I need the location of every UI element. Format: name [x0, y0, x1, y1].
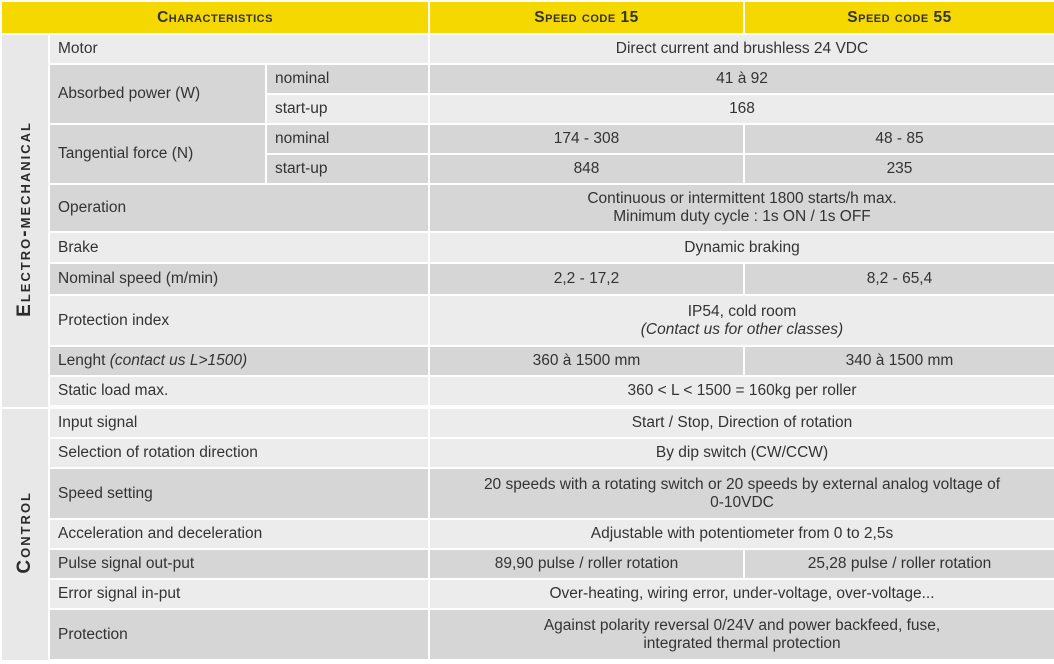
- row-value-tangential-nominal-15: 174 - 308: [429, 124, 744, 154]
- row-value-error-signal: Over-heating, wiring error, under-voltage, over-voltage...: [429, 579, 1054, 609]
- header-speed-code-55: Speed code 55: [744, 1, 1054, 34]
- table-row: [1, 346, 1054, 376]
- row-label-brake: Brake: [49, 232, 429, 263]
- row-value-rotation-direction: By dip switch (CW/CCW): [429, 438, 1054, 468]
- row-value-operation: Continuous or intermittent 1800 starts/h max. Minimum duty cycle : 1s ON / 1s OFF: [429, 184, 1054, 232]
- row-label-tangential-force: Tangential force (N): [49, 124, 266, 184]
- section-control: Control: [1, 408, 49, 661]
- row-value-length-15: 360 à 1500 mm: [429, 346, 744, 376]
- row-label-input-signal: Input signal: [49, 408, 429, 438]
- row-value-tangential-startup-55: 235: [744, 154, 1054, 184]
- table-row: [1, 124, 1054, 154]
- row-value-pulse-55: 25,28 pulse / roller rotation: [744, 549, 1054, 579]
- row-label-pulse-signal: Pulse signal out-put: [49, 549, 429, 579]
- row-label-protection: Protection: [49, 609, 429, 660]
- row-value-static-load: 360 < L < 1500 = 160kg per roller: [429, 376, 1054, 406]
- header-speed-code-15: Speed code 15: [429, 1, 744, 34]
- row-value-nominal-speed-55: 8,2 - 65,4: [744, 263, 1054, 295]
- row-value-tangential-startup-15: 848: [429, 154, 744, 184]
- row-value-pulse-15: 89,90 pulse / roller rotation: [429, 549, 744, 579]
- table-row: [1, 408, 1054, 438]
- row-value-protection: Against polarity reversal 0/24V and power backfeed, fuse, integrated thermal protection: [429, 609, 1054, 660]
- table-row: [1, 519, 1054, 549]
- row-label-motor: Motor: [49, 34, 429, 64]
- row-value-speed-setting: 20 speeds with a rotating switch or 20 speeds by external analog voltage of 0-10VDC: [429, 468, 1054, 519]
- row-label-acceleration: Acceleration and deceleration: [49, 519, 429, 549]
- table-row: [1, 438, 1054, 468]
- header-characteristics: Characteristics: [1, 1, 429, 34]
- table-row: [1, 232, 1054, 263]
- sub-label-startup: start-up: [266, 154, 429, 184]
- row-label-speed-setting: Speed setting: [49, 468, 429, 519]
- row-label-length: Lenght (contact us L>1500): [49, 346, 429, 376]
- row-value-motor: Direct current and brushless 24 VDC: [429, 34, 1054, 64]
- table-row: [1, 376, 1054, 406]
- row-label-error-signal: Error signal in-put: [49, 579, 429, 609]
- row-label-protection-index: Protection index: [49, 295, 429, 346]
- row-label-nominal-speed: Nominal speed (m/min): [49, 263, 429, 295]
- table-row: [1, 263, 1054, 295]
- sub-label-startup: start-up: [266, 94, 429, 124]
- row-value-length-55: 340 à 1500 mm: [744, 346, 1054, 376]
- table-row: [1, 64, 1054, 94]
- table-row: [1, 295, 1054, 346]
- table-row: [1, 184, 1054, 232]
- row-label-operation: Operation: [49, 184, 429, 232]
- row-value-absorbed-startup: 168: [429, 94, 1054, 124]
- row-value-brake: Dynamic braking: [429, 232, 1054, 263]
- row-label-absorbed-power: Absorbed power (W): [49, 64, 266, 124]
- row-value-input-signal: Start / Stop, Direction of rotation: [429, 408, 1054, 438]
- table-row: [1, 579, 1054, 609]
- table-row: [1, 468, 1054, 519]
- row-value-tangential-nominal-55: 48 - 85: [744, 124, 1054, 154]
- row-value-protection-index: IP54, cold room (Contact us for other classes): [429, 295, 1054, 346]
- sub-label-nominal: nominal: [266, 124, 429, 154]
- row-value-acceleration: Adjustable with potentiometer from 0 to 2,5s: [429, 519, 1054, 549]
- row-label-rotation-direction: Selection of rotation direction: [49, 438, 429, 468]
- row-value-nominal-speed-15: 2,2 - 17,2: [429, 263, 744, 295]
- header-row: [1, 1, 1054, 34]
- sub-label-nominal: nominal: [266, 64, 429, 94]
- section-electro-mechanical: Electro-mechanical: [1, 34, 49, 408]
- table-row: [1, 34, 1054, 64]
- table-row: [1, 609, 1054, 660]
- row-value-absorbed-nominal: 41 à 92: [429, 64, 1054, 94]
- row-label-static-load: Static load max.: [49, 376, 429, 406]
- table-row: [1, 549, 1054, 579]
